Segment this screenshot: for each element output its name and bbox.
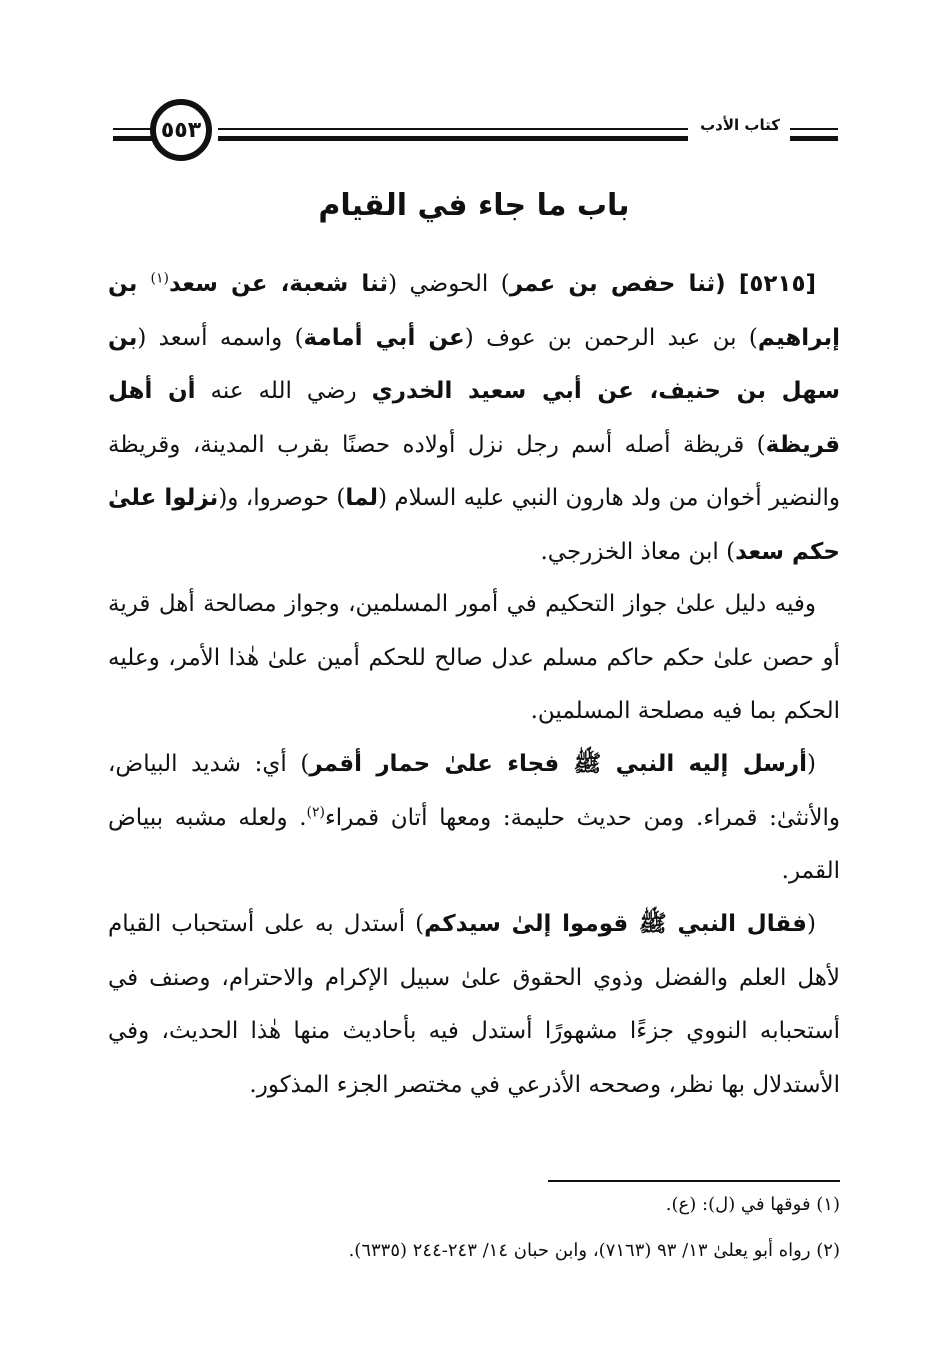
paragraph [108, 578, 840, 739]
hadith-text: أرسل إليه النبي ﷺ فجاء علىٰ حمار أقمر [309, 751, 808, 777]
paragraph [108, 898, 840, 1112]
commentary-text: ( [807, 751, 816, 777]
commentary-text: ) بن عبد الرحمن بن عوف ( [464, 324, 758, 351]
hadith-text: نزلوا علىٰ حكم سعد [108, 485, 840, 565]
paragraph [108, 738, 840, 899]
header-rule [113, 136, 153, 141]
commentary-text: ) واسمه أسعد ( [137, 324, 304, 351]
header-rule [113, 128, 153, 130]
hadith-text: أن أهل قريظة [108, 378, 840, 458]
hadith-text: بن إبراهيم [108, 271, 840, 351]
commentary-text: ) الحوضي ( [388, 271, 510, 297]
page-number: ٥٥٣ [150, 99, 212, 161]
hadith-text: [٥٢١٥] ( [715, 271, 817, 297]
header-rule [790, 128, 838, 130]
commentary-text: ) ابن معاذ الخزرجي. [540, 538, 736, 565]
hadith-text: لما [345, 485, 379, 511]
hadith-text: فقال النبي ﷺ قوموا إلىٰ سيدكم [424, 911, 807, 937]
commentary-text: ( [807, 911, 816, 937]
paragraph [108, 258, 840, 579]
book-title: كتاب الأدب [700, 116, 780, 134]
hadith-text: ثنا حفص بن عمر [509, 271, 716, 297]
footnote-divider [548, 1180, 840, 1182]
chapter-title: باب ما جاء في القيام [318, 188, 630, 223]
commentary-text: وفيه دليل علىٰ جواز التحكيم في أمور المسلمين، وجواز مصالحة أهل قرية أو حصن علىٰ حكم حاكم مسلم عدل صالح للحكم أمين علىٰ هٰذا الأمر، وعليه الحكم بما فيه مصلحة المسلمين. [108, 591, 840, 724]
footnote-ref: (١) [150, 270, 169, 287]
commentary-text: ) أستدل به على أستحباب القيام لأهل العلم والفضل وذوي الحقوق علىٰ سبيل الإكرام والاحترام، وصنف في أستحبابه النووي جزءًا مشهورًا أستدل فيه بأحاديث منها هٰذا الحديث، وفي الأستدلال بها نظر، وصححه الأذرعي في مختصر الجزء المذكور. [108, 911, 840, 1098]
hadith-text: عن أبي أمامة [303, 324, 465, 351]
commentary-text: . ولعله مشبه ببياض القمر. [108, 804, 840, 884]
footnote: (٢) رواه أبو يعلىٰ ١٣/ ٩٣ (٧١٦٣)، وابن حبان ١٤/ ٢٤٣-٢٤٤ (٦٣٣٥). [348, 1240, 840, 1261]
header-rule [218, 128, 688, 130]
header-rule [790, 136, 838, 141]
hadith-text: ثنا شعبة، عن سعد [168, 271, 389, 297]
commentary-text: رضي الله عنه [195, 378, 372, 404]
footnote: (١) فوقها في (ل): (ع). [665, 1194, 840, 1215]
commentary-text: ) أي: شديد البياض، والأنثىٰ: قمراء. ومن حديث حليمة: ومعها أتان قمراء [108, 751, 841, 831]
header-rule [218, 136, 688, 141]
commentary-text: ) قريظة أصله أسم رجل نزل أولاده حصنًا بقرب المدينة، وقريظة والنضير أخوان من ولد هارون النبي عليه السلام ( [108, 431, 841, 511]
commentary-text: ) حوصروا، و( [218, 485, 346, 511]
footnote-ref: (٢) [306, 803, 325, 820]
hadith-text: بن سهل بن حنيف، عن أبي سعيد الخدري [108, 324, 840, 404]
